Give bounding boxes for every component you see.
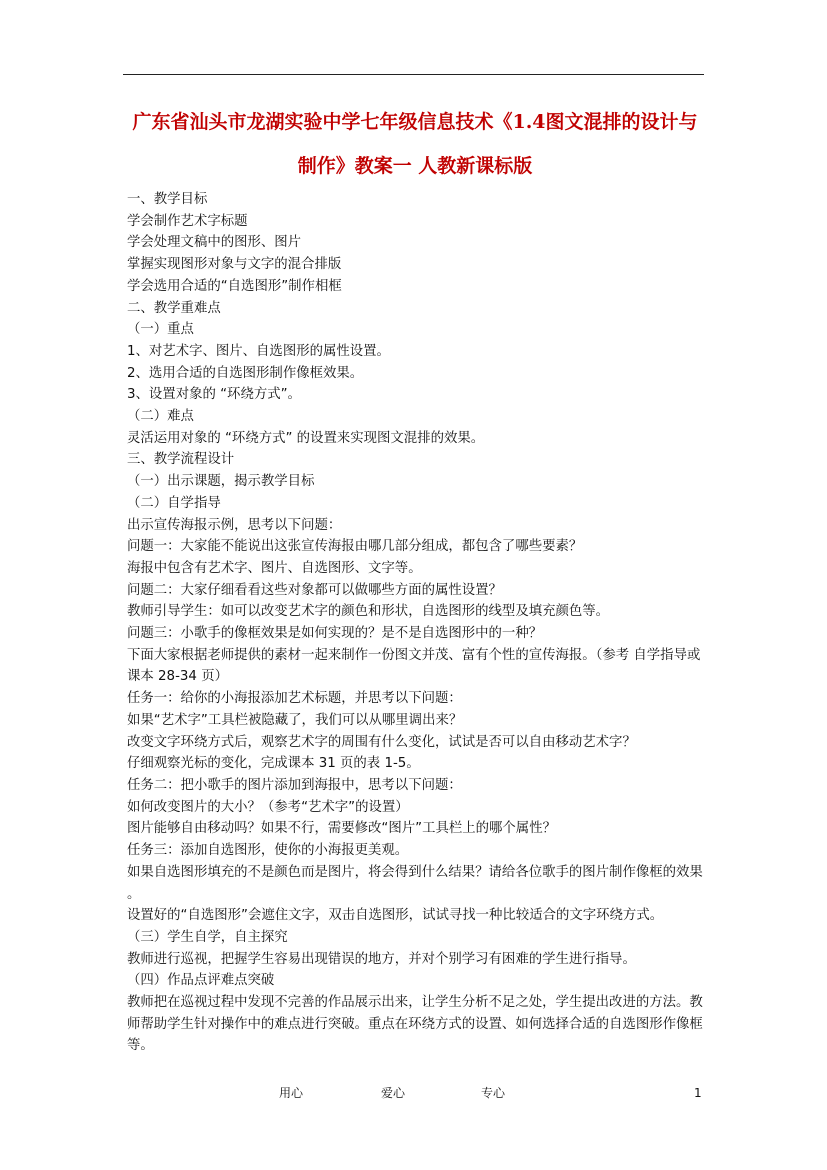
footer-right-text: 专心 bbox=[481, 1086, 506, 1100]
paragraph: 教师引导学生：如可以改变艺术字的颜色和形状，自选图形的线型及填充颜色等。 bbox=[127, 604, 610, 620]
paragraph: （一）重点 bbox=[127, 322, 194, 338]
paragraph: 设置好的“自选图形”会遮住文字，双击自选图形，试试寻找一种比较适合的文字环绕方式。 bbox=[127, 908, 664, 924]
paragraph: 仔细观察光标的变化，完成课本 31 页的表 1-5。 bbox=[127, 756, 420, 772]
paragraph: 学会处理文稿中的图形、图片 bbox=[127, 235, 302, 251]
paragraph: 掌握实现图形对象与文字的混合排版 bbox=[127, 257, 342, 273]
paragraph: 如何改变图片的大小？（参考“艺术字”的设置） bbox=[127, 799, 409, 815]
paragraph: （二）自学指导 bbox=[127, 495, 221, 511]
paragraph: 任务三：添加自选图形，使你的小海报更美观。 bbox=[127, 843, 409, 859]
paragraph: 二、教学重难点 bbox=[127, 300, 221, 316]
paragraph: 学会选用合适的“自选图形”制作相框 bbox=[127, 278, 342, 294]
paragraph: 出示宣传海报示例，思考以下问题： bbox=[127, 517, 342, 533]
paragraph: 一、教学目标 bbox=[127, 192, 208, 207]
paragraph: 2、选用合适的自选图形制作像框效果。 bbox=[127, 365, 364, 381]
paragraph: 1、对艺术字、图片、自选图形的属性设置。 bbox=[127, 343, 390, 359]
paragraph: 任务一：给你的小海报添加艺术标题，并思考以下问题： bbox=[127, 691, 462, 707]
paragraph: 任务二：把小歌手的图片添加到海报中，思考以下问题： bbox=[127, 777, 462, 793]
paragraph: 问题二：大家仔细看看这些对象都可以做哪些方面的属性设置？ bbox=[127, 582, 502, 598]
paragraph: 问题一：大家能不能说出这张宣传海报由哪几部分组成，都包含了哪些要素？ bbox=[127, 539, 583, 555]
paragraph: 灵活运用对象的 “环绕方式” 的设置来实现图文混排的效果。 bbox=[127, 430, 485, 446]
document-title-line-1: 广东省汕头市龙湖实验中学七年级信息技术《1.4图文混排的设计与 bbox=[132, 111, 698, 133]
paragraph: 改变文字环绕方式后，观察艺术字的周围有什么变化，试试是否可以自由移动艺术字？ bbox=[127, 734, 636, 750]
paragraph: （四）作品点评难点突破 bbox=[127, 973, 275, 989]
paragraph: （二）难点 bbox=[127, 409, 194, 425]
page-number: 1 bbox=[694, 1086, 702, 1100]
paragraph: 教师把在巡视过程中发现不完善的作品展示出来，让学生分析不足之处，学生提出改进的方法。教师帮助学生针对操作中的难点进行突破。重点在环绕方式的设置、如何选择合适的自选图形作像框等。 bbox=[127, 995, 703, 1054]
paragraph: 海报中包含有艺术字、图片、自选图形、文字等。 bbox=[127, 560, 422, 576]
paragraph: 教师进行巡视，把握学生容易出现错误的地方，并对个别学习有困难的学生进行指导。 bbox=[127, 951, 636, 967]
document-title-line-2: 制作》教案一 人教新课标版 bbox=[297, 155, 533, 177]
footer-center-text: 爱心 bbox=[381, 1086, 406, 1100]
paragraph: 问题三：小歌手的像框效果是如何实现的？是不是自选图形中的一种？ bbox=[127, 626, 543, 642]
paragraph: 三、教学流程设计 bbox=[127, 452, 235, 468]
paragraph: 学会制作艺术字标题 bbox=[127, 213, 248, 229]
paragraph: 如果“艺术字”工具栏被隐藏了，我们可以从哪里调出来？ bbox=[127, 712, 463, 728]
paragraph: （一）出示课题，揭示教学目标 bbox=[127, 474, 315, 490]
header-rule bbox=[123, 74, 704, 75]
paragraph: 如果自选图形填充的不是颜色而是图片，将会得到什么结果？请给各位歌手的图片制作像框的效果 。 bbox=[127, 864, 703, 902]
document-body bbox=[127, 189, 709, 1057]
paragraph: 3、设置对象的 “环绕方式”。 bbox=[127, 387, 301, 403]
paragraph: （三）学生自学，自主探究 bbox=[127, 929, 288, 945]
footer-left-text: 用心 bbox=[279, 1086, 304, 1100]
paragraph: 下面大家根据老师提供的素材一起来制作一份图文并茂、富有个性的宣传海报。（参考 自学指导或课本 28-34 页） bbox=[127, 647, 701, 685]
paragraph: 图片能够自由移动吗？如果不行，需要修改“图片”工具栏上的哪个属性？ bbox=[127, 821, 556, 837]
